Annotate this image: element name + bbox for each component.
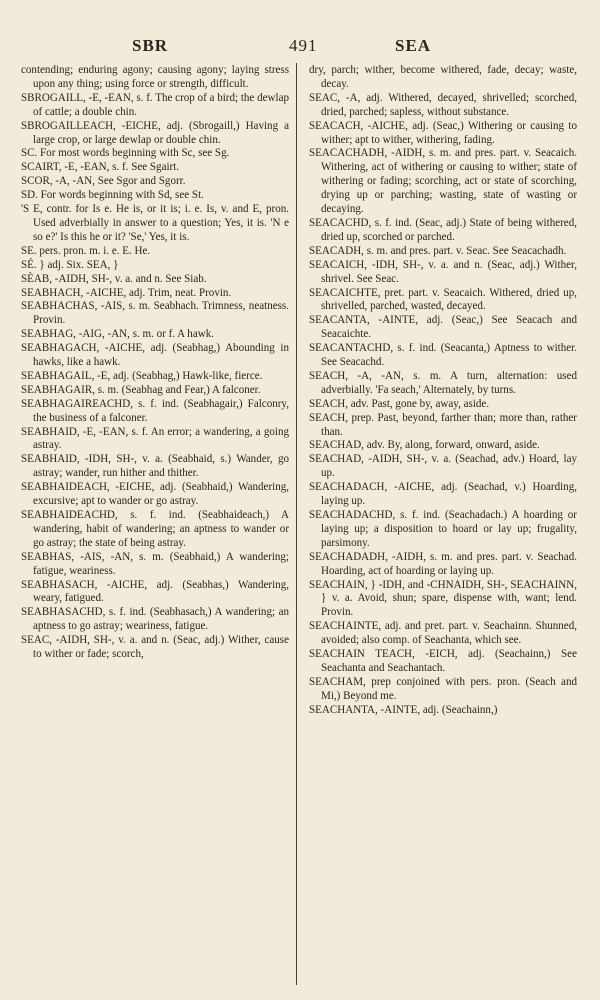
dictionary-entry: SEACHAD, -AIDH, SH-, v. a. (Seachad, adv.) Hoard, lay up. <box>309 453 577 480</box>
dictionary-entry: SE. pers. pron. m. i. e. E. He. <box>21 244 151 257</box>
dictionary-entry: SEACHADACHD, s. f. ind. (Seachadach.) A hoarding or laying up; a disposition to hoard or lay up; frugality, parsimony. <box>309 509 577 549</box>
dictionary-entry: SEACHAINTE, adj. and pret. part. v. Seachainn. Shunned, avoided; also comp. of Seachanta, which see. <box>309 620 577 647</box>
dictionary-entry: SEAC, -AIDH, SH-, v. a. and n. (Seac, adj.) Wither, cause to wither or fade; scorch, <box>21 634 289 661</box>
dictionary-entry: SÉ. } adj. Six. SEA, } <box>21 258 119 271</box>
dictionary-entry: SC. For most words beginning with Sc, see Sg. <box>21 147 230 160</box>
dictionary-entry: SD. For words beginning with Sd, see St. <box>21 189 204 202</box>
dictionary-entry: SEACH, -A, -AN, s. m. A turn, alternation: used adverbially. 'Fa seach,' Alternately, by turns. <box>309 369 577 396</box>
dictionary-entry: SEABHAID, -E, -EAN, s. f. An error; a wandering, a going astray. <box>21 425 289 452</box>
right-column <box>309 64 577 718</box>
running-header <box>30 36 570 58</box>
dictionary-entry: SEABHACH, -AICHE, adj. Trim, neat. Provin. <box>21 286 232 299</box>
header-right-guide-word: SEA <box>395 36 432 55</box>
dictionary-entry: SEACAICHTE, pret. part. v. Seacaich. Withered, dried up, shrivelled, parched, wasted, decayed. <box>309 286 577 313</box>
dictionary-entry: SEABHACHAS, -AIS, s. m. Seabhach. Trimness, neatness. Provin. <box>21 300 289 327</box>
dictionary-entry: SEACHADACH, -AICHE, adj. (Seachad, v.) Hoarding, laying up. <box>309 481 577 508</box>
dictionary-entry: SEABHAGAIR, s. m. (Seabhag and Fear,) A falconer. <box>21 383 261 396</box>
page-number: 491 <box>289 36 318 55</box>
header-left-guide-word: SBR <box>132 36 169 55</box>
dictionary-entry: SEABHAIDEACHD, s. f. ind. (Seabhaideach,) A wandering, habit of wandering; an aptness to wander or go astray; the state of being astray. <box>21 509 289 549</box>
dictionary-entry: SEACADH, s. m. and pres. part. v. Seac. See Seacachadh. <box>309 244 567 257</box>
dictionary-entry: SEABHASACH, -AICHE, adj. (Seabhas,) Wandering, weary, fatigued. <box>21 578 289 605</box>
dictionary-entry: SEACHAIN TEACH, -EICH, adj. (Seachainn,) See Seachanta and Seachantach. <box>309 648 577 674</box>
dictionary-entry: SEACH, adv. Past, gone by, away, aside. <box>309 397 490 410</box>
dictionary-entry: dry, parch; wither, become withered, fade, decay; waste, decay. <box>309 64 577 90</box>
dictionary-entry: SCOR, -A, -AN, See Sgor and Sgorr. <box>21 175 186 188</box>
dictionary-entry: SEACHAM, prep conjoined with pers. pron. (Seach and Mi,) Beyond me. <box>309 675 577 702</box>
dictionary-entry: SEABHAG, -AIG, -AN, s. m. or f. A hawk. <box>21 328 215 341</box>
dictionary-entry: SEACANTA, -AINTE, adj. (Seac,) See Seacach and Seacaichte. <box>309 314 577 341</box>
dictionary-entry: SEACANTACHD, s. f. ind. (Seacanta,) Aptness to wither. See Seacachd. <box>309 342 577 369</box>
dictionary-entry: SEABHASACHD, s. f. ind. (Seabhasach,) A wandering; an aptness to go astray; weariness, fatigue. <box>21 606 289 633</box>
dictionary-entry: SEABHAGACH, -AICHE, adj. (Seabhag,) Abounding in hawks, like a hawk. <box>21 342 289 369</box>
dictionary-entry: SEABHAGAIREACHD, s. f. ind. (Seabhagair,) Falconry, the business of a falconer. <box>21 397 289 424</box>
dictionary-entry: SBROGAILL, -E, -EAN, s. f. The crop of a bird; the dewlap of cattle; a double chin. <box>21 91 289 118</box>
dictionary-entry: SEACAICH, -IDH, SH-, v. a. and n. (Seac, adj.) Wither, shrivel. See Seac. <box>309 258 577 285</box>
dictionary-entry: SEACACHADH, -AIDH, s. m. and pres. part. v. Seacaich. Withering, act of withering or causing to wither; state of withering or fading; scorching, act or state of scorching, drying up or parching; wasting, state of wasting or decaying. <box>309 147 577 216</box>
dictionary-entry: SÈAB, -AIDH, SH-, v. a. and n. See Siab. <box>21 272 207 285</box>
dictionary-entry: SEACHANTA, -AINTE, adj. (Seachainn,) <box>309 703 498 716</box>
dictionary-entry: SEACHAD, adv. By, along, forward, onward, aside. <box>309 439 540 452</box>
dictionary-entry: SEABHAID, -IDH, SH-, v. a. (Seabhaid, s.) Wander, go astray; wander, run hither and thither. <box>21 453 289 480</box>
dictionary-entry: SEABHAIDEACH, -EICHE, adj. (Seabhaid,) Wandering, excursive; apt to wander or go astray. <box>21 481 289 508</box>
dictionary-entry: SEABHAS, -AIS, -AN, s. m. (Seabhaid,) A wandering; fatigue, weariness. <box>21 550 289 577</box>
dictionary-entry: SCAIRT, -E, -EAN, s. f. See Sgairt. <box>21 161 180 174</box>
dictionary-entry: SEACHAIN, } -IDH, and -CHNAIDH, SH-, SEACHAINN, } v. a. Avoid, shun; spare, dispense with, want; lend. Provin. <box>309 578 577 619</box>
dictionary-entry: SEAC, -A, adj. Withered, decayed, shrivelled; scorched, dried, parched; sapless, without substance. <box>309 91 577 118</box>
left-column <box>21 64 289 662</box>
column-divider <box>296 63 297 985</box>
dictionary-entry: SEABHAGAIL, -E, adj. (Seabhag,) Hawk-like, fierce. <box>21 369 263 382</box>
dictionary-entry: SEACH, prep. Past, beyond, farther than; more than, rather than. <box>309 411 577 438</box>
dictionary-entry: 'S E, contr. for Is e. He is, or it is; i. e. Is, v. and E, pron. Used adverbially in answer to a question; Yes, it is. 'N e so e?' Is this he or it? 'Se,' Yes, it is. <box>21 203 289 243</box>
dictionary-entry: SBROGAILLEACH, -EICHE, adj. (Sbrogaill,) Having a large crop, or large dewlap or double chin. <box>21 119 289 146</box>
dictionary-entry: SEACACH, -AICHE, adj. (Seac,) Withering or causing to wither; apt to wither, withering, fading. <box>309 119 577 146</box>
dictionary-entry: SEACHADADH, -AIDH, s. m. and pres. part. v. Seachad. Hoarding, act of hoarding or laying up. <box>309 550 577 577</box>
dictionary-entry: contending; enduring agony; causing agony; laying stress upon any thing; using force or strength, difficult. <box>21 64 289 90</box>
dictionary-entry: SEACACHD, s. f. ind. (Seac, adj.) State of being withered, dried up, scorched or parched. <box>309 216 577 243</box>
